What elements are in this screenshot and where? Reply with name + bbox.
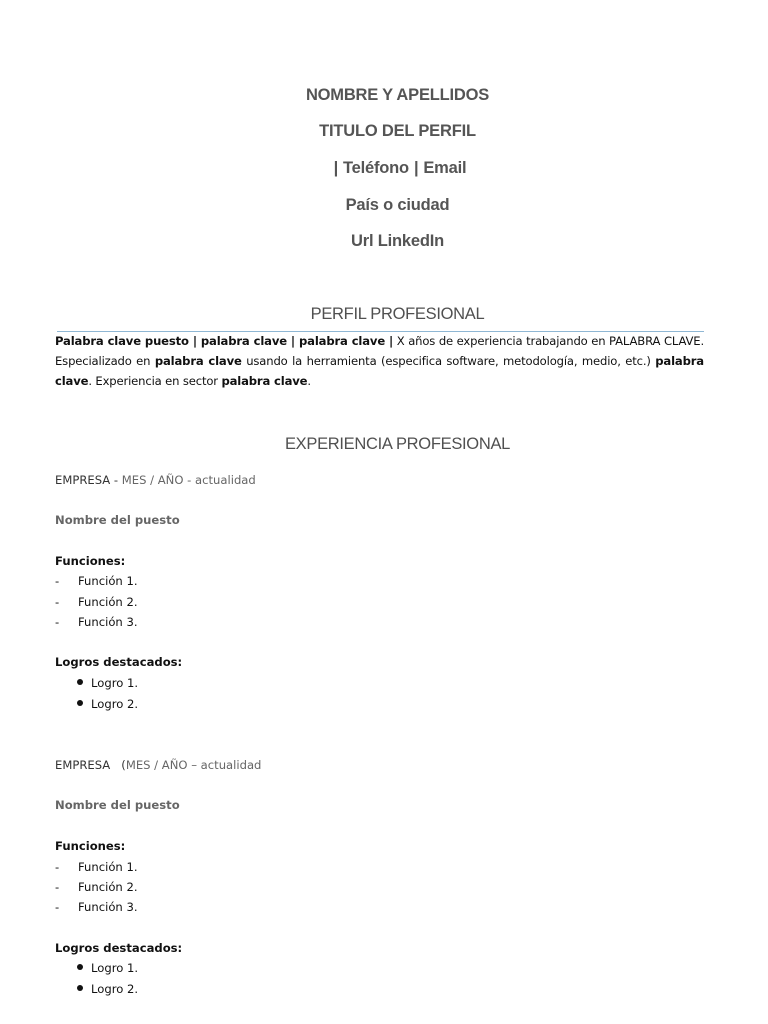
full-name: NOMBRE Y APELLIDOS: [305, 86, 490, 104]
list-item: [55, 574, 138, 588]
list-item-text: Logro 2.: [91, 982, 139, 996]
dash-marker: -: [55, 615, 60, 629]
bullet-icon: [77, 700, 83, 706]
summary-keyword: palabra clave: [55, 354, 704, 388]
dash-marker: -: [55, 880, 60, 894]
summary-text: . Experiencia en sector: [88, 374, 222, 388]
summary-text: X años de experiencia trabajando en PALABRA CLAVE. Especializado en: [55, 334, 704, 368]
list-item: [55, 900, 138, 914]
dash-marker: -: [55, 900, 60, 914]
section-title-experiencia: EXPERIENCIA PROFESIONAL: [284, 435, 511, 453]
company-name: EMPRESA: [55, 473, 111, 487]
linkedin-url: Url LinkedIn: [351, 232, 444, 250]
profile-title: TITULO DEL PERFIL: [319, 122, 476, 140]
logros-label: Logros destacados:: [55, 941, 183, 955]
list-item-text: Función 2.: [78, 595, 138, 609]
list-item-text: Función 3.: [78, 615, 138, 629]
job-title: Nombre del puesto: [55, 798, 180, 812]
list-item-text: Logro 1.: [91, 676, 139, 690]
dash-marker: -: [55, 595, 60, 609]
city: País o ciudad: [345, 196, 450, 214]
bullet-icon: [77, 964, 83, 970]
summary-keyword: palabra clave: [221, 374, 308, 388]
job-title: Nombre del puesto: [55, 513, 180, 527]
section-title-perfil: PERFIL PROFESIONAL: [310, 305, 485, 323]
company-separator: -: [110, 473, 122, 487]
company-separator: (: [110, 758, 126, 772]
contact-line: [0, 159, 768, 178]
job-company-dates: [55, 473, 256, 487]
list-item: [55, 595, 138, 609]
logros-label: Logros destacados:: [55, 655, 183, 669]
list-item: [77, 982, 138, 996]
list-item-text: Función 2.: [78, 880, 138, 894]
summary-text: usando la herramienta (especifica software, metodología, medio, etc.): [241, 354, 656, 368]
job-dates: MES / AÑO - actualidad: [121, 473, 256, 487]
job-company-dates: [55, 758, 261, 772]
list-item: [77, 697, 138, 711]
list-item-text: Logro 1.: [91, 961, 139, 975]
list-item: [77, 961, 138, 975]
funciones-label: Funciones:: [55, 839, 126, 853]
phone: Teléfono: [343, 159, 409, 177]
list-item: [77, 676, 138, 690]
list-item: [55, 860, 138, 874]
list-item-text: Función 3.: [78, 900, 138, 914]
profile-summary: [55, 331, 704, 391]
list-item: [55, 615, 138, 629]
list-item-text: Función 1.: [78, 574, 138, 588]
summary-keywords: Palabra clave puesto | palabra clave | palabra clave |: [55, 334, 394, 348]
list-item-text: Logro 2.: [91, 697, 139, 711]
funciones-label: Funciones:: [55, 554, 126, 568]
dash-marker: -: [55, 574, 60, 588]
bullet-icon: [77, 679, 83, 685]
separator: |: [333, 159, 339, 177]
separator: |: [413, 159, 419, 177]
dash-marker: -: [55, 860, 60, 874]
bullet-icon: [77, 985, 83, 991]
summary-text: .: [307, 374, 311, 388]
company-name: EMPRESA: [55, 758, 111, 772]
list-item: [55, 880, 138, 894]
email: Email: [423, 159, 467, 177]
list-item-text: Función 1.: [78, 860, 138, 874]
job-dates: MES / AÑO – actualidad: [125, 758, 262, 772]
summary-keyword: palabra clave: [154, 354, 242, 368]
